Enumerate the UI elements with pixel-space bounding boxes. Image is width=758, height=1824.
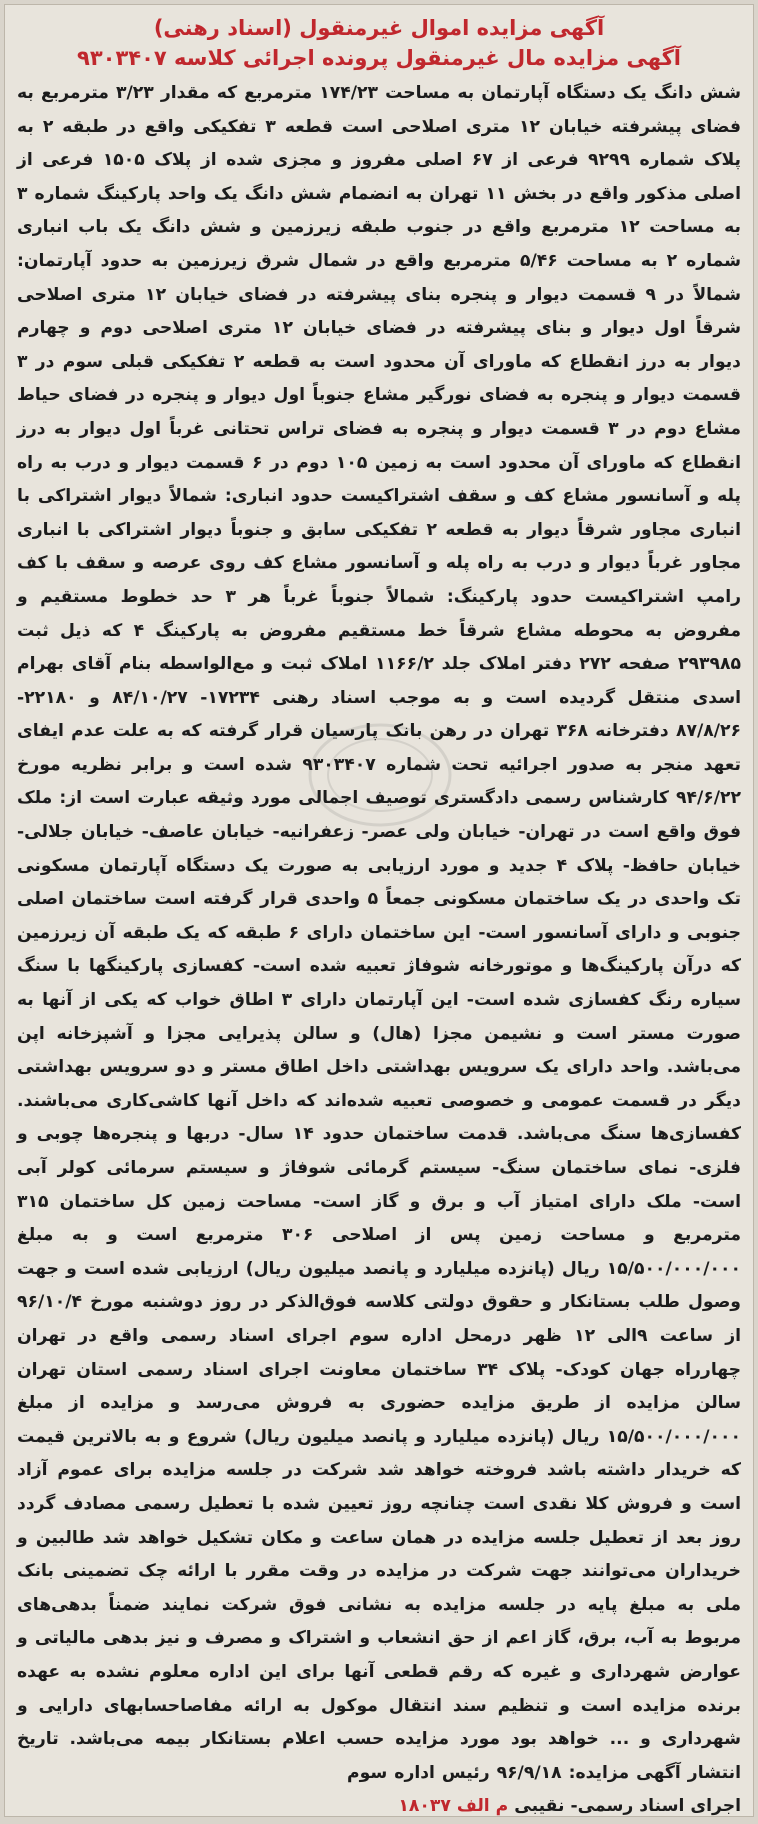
notice-code: م الف ۱۸۰۳۷ <box>398 1796 509 1817</box>
notice-title: آگهی مزایده اموال غیرمنقول (اسناد رهنی) <box>153 16 605 40</box>
notice-sheet <box>4 4 754 1817</box>
notice-signature: اجرای اسناد رسمی- نقیبی <box>514 1796 741 1817</box>
notice-body: شش دانگ یک دستگاه آپارتمان به مساحت ۱۷۴/۲۳ مترمربع که مقدار ۳/۲۳ مترمربع به فضای پیشرفته خیابان ۱۲ متری اصلاحی است قطعه ۳ تفکیکی واقع در طبقه ۲ به پلاک شماره ۹۲۹۹ فرعی از ۶۷ اصلی مفروز و مجزی شده از پلاک ۱۵۰۵ فرعی از اصلی مذکور واقع در بخش ۱۱ تهران به انضمام شش دانگ یک واحد پارکینگ شماره ۳ به مساحت ۱۲ مترمربع واقع در جنوب طبقه زیرزمین و شش دانگ یک باب انباری شماره ۲ به مساحت ۵/۴۶ مترمربع واقع در شمال شرق زیرزمین به حدود آپارتمان: شمالاً در ۹ قسمت دیوار و پنجره بنای پیشرفته در فضای خیابان ۱۲ متری اصلاحی شرقاً اول دیوار و بنای پیشرفته در فضای خیابان ۱۲ متری اصلاحی دوم و چهارم دیوار به درز انقطاع که ماورای آن محدود است به قطعه ۲ تفکیکی قبلی سوم در ۳ قسمت دیوار و پنجره به فضای نورگیر مشاع جنوباً اول دیوار و پنجره در فضای حیاط مشاع دوم در ۳ قسمت دیوار و پنجره به فضای تراس تحتانی غرباً اول دیوار به درز انقطاع که ماورای آن محدود است به زمین ۱۰۵ دوم در ۶ قسمت دیوار و درب به راه پله و آسانسور مشاع کف و سقف اشتراکیست حدود انباری: شمالاً دیوار اشتراکی با انباری مجاور شرقاً دیوار به قطعه ۲ تفکیکی سابق و جنوباً دیوار اشتراکی با انباری مجاور غرباً دیوار و درب به راه پله و آسانسور مشاع کف روی عرصه و سقف با کف رامپ اشتراکیست حدود پارکینگ: شمالاً جنوباً غرباً هر ۳ حد خطوط مستقیم و مفروض به محوطه مشاع شرقاً خط مستقیم مفروض به پارکینگ ۴ که ذیل ثبت ۲۹۳۹۸۵ صفحه ۲۷۲ دفتر املاک جلد ۱۱۶۶/۲ املاک ثبت و مع‌الواسطه بنام آقای بهرام اسدی منتقل گردیده است و به موجب اسناد رهنی ۱۷۲۳۴- ۸۴/۱۰/۲۷ و ۲۲۱۸۰- ۸۷/۸/۲۶ دفترخانه ۳۶۸ تهران در رهن بانک پارسیان قرار گرفته که به علت عدم ایفای تعهد منجر به صدور اجرائیه تحت شماره ۹۳۰۳۴۰۷ شده است و برابر نظریه مورخ ۹۴/۶/۲۲ کارشناس رسمی دادگستری توصیف اجمالی مورد وثیقه عبارت است از: ملک فوق واقع است در تهران- خیابان ولی عصر- زعفرانیه- خیابان عاصف- خیابان جلالی- خیابان حافظ- پلاک ۴ جدید و مورد ارزیابی به صورت یک دستگاه آپارتمان مسکونی تک واحدی در یک ساختمان مسکونی جمعاً ۵ واحدی قرار گرفته است ساختمان اصلی جنوبی و دارای آسانسور است- این ساختمان دارای ۶ طبقه که یک طبقه آن زیرزمین که درآن پارکینگ‌ها و موتورخانه شوفاژ تعبیه شده است- کفسازی پارکینگها با سنگ سیاره رنگ کفسازی شده است- این آپارتمان دارای ۳ اطاق خواب که یکی از آنها به صورت مستر است و نشیمن مجزا (هال) و سالن پذیرایی مجزا و آشپزخانه اپن می‌باشد. واحد دارای یک سرویس بهداشتی داخل اطاق مستر و دو سرویس بهداشتی دیگر در قسمت عمومی و خصوصی تعبیه شده‌اند که داخل آنها کاشی‌کاری می‌باشند. کفسازی‌ها سنگ می‌باشد. قدمت ساختمان حدود ۱۴ سال- دربها و پنجره‌ها چوبی و فلزی- نمای ساختمان سنگ- سیستم گرمائی شوفاژ و سیستم سرمائی کولر آبی است- ملک دارای امتیاز آب و برق و گاز است- مساحت زمین کل ساختمان ۳۱۵ مترمربع و مساحت زمین پس از اصلاحی ۳۰۶ مترمربع است و به مبلغ ۱۵/۵۰۰/۰۰۰/۰۰۰ ریال (پانزده میلیارد و پانصد میلیون ریال) ارزیابی شده است و جهت وصول طلب بستانکار و حقوق دولتی کلاسه فوق‌الذکر در روز دوشنبه مورخ ۹۶/۱۰/۴ از ساعت ۹الی ۱۲ ظهر درمحل اداره سوم اجرای اسناد رسمی واقع در تهران چهارراه جهان کودک- پلاک ۳۴ ساختمان معاونت اجرای اسناد رسمی استان تهران سالن مزایده از طریق مزایده حضوری به فروش می‌رسد و مزایده از مبلغ ۱۵/۵۰۰/۰۰۰/۰۰۰ ریال (پانزده میلیارد و پانصد میلیون ریال) شروع و به بالاترین قیمت که خریدار داشته باشد فروخته خواهد شد شرکت در جلسه مزایده برای عموم آزاد است و فروش کلا نقدی است چنانچه روز تعیین شده با تعطیل رسمی مصادف گردد روز بعد از تعطیل جلسه مزایده در همان ساعت و مکان تشکیل خواهد شد طالبین و خریداران می‌توانند جهت شرکت در مزایده در وقت مقرر با ارائه چک تضمینی بانک ملی به مبلغ پایه در جلسه مزایده به نشانی فوق شرکت نمایند ضمناً بدهی‌های مربوط به آب، برق، گاز اعم از حق انشعاب و اشتراک و مصرف و نیز بدهی مالیاتی و عوارض شهرداری و غیره که رقم قطعی آنها برای این اداره معلوم نشده به عهده برنده مزایده است و تنظیم سند انتقال موکول به ارائه مفاصاحسابهای دارایی و شهرداری و ... خواهد بود مورد مزایده حسب اعلام بستانکار بیمه می‌باشد. تاریخ انتشار آگهی مزایده: ۹۶/۹/۱۸ رئیس اداره سوم <box>17 83 742 1783</box>
notice-subtitle: آگهی مزایده مال غیرمنقول پرونده اجرائی کلاسه ۹۳۰۳۴۰۷ <box>77 46 681 70</box>
notice-signature-line <box>17 1790 741 1824</box>
